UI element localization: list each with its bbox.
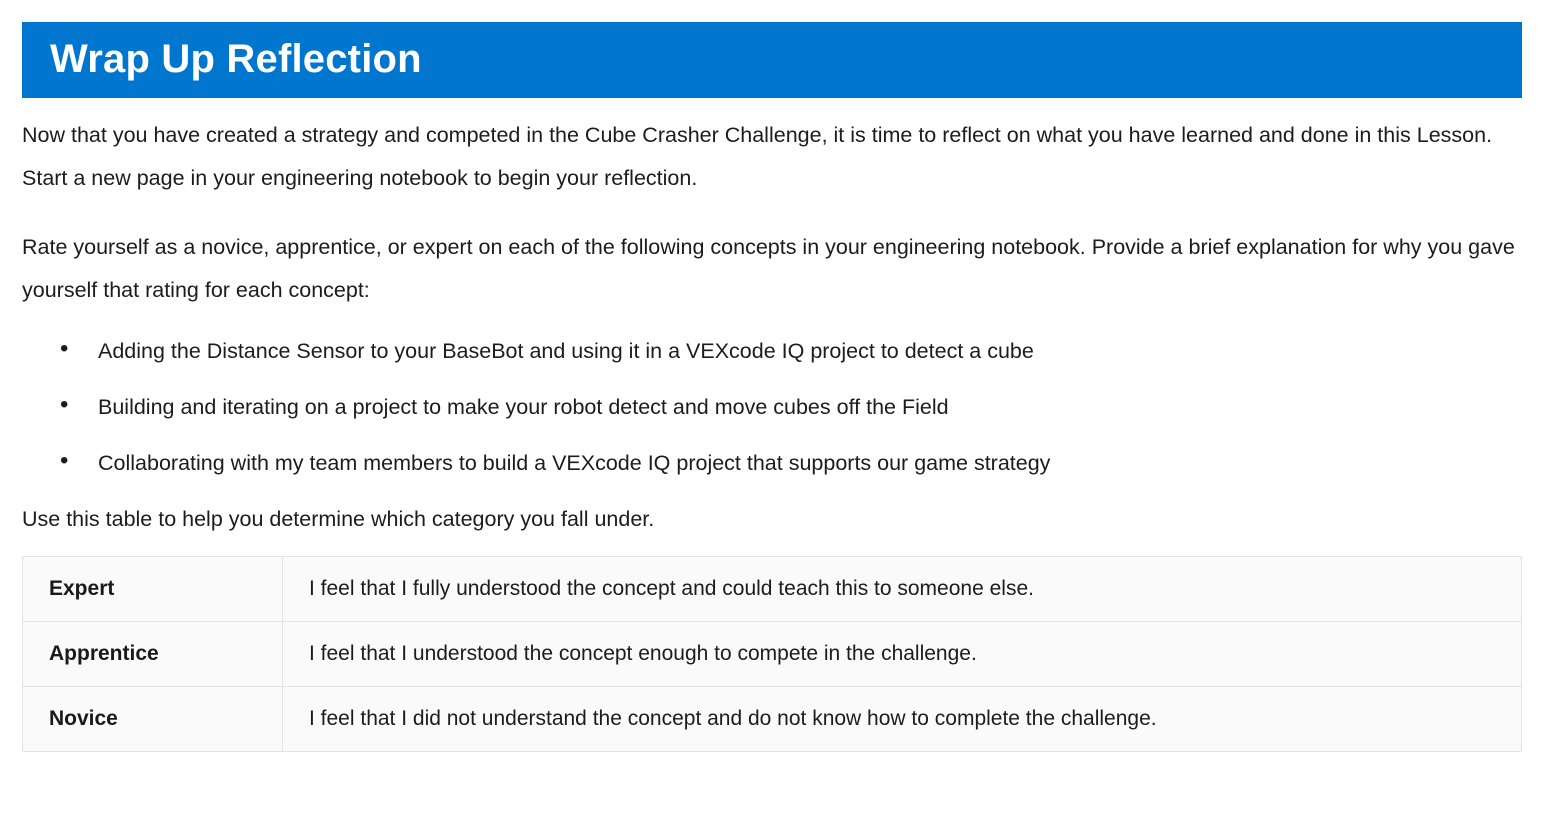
list-item: • Building and iterating on a project to make your robot detect and move cubes off the Field: [60, 392, 1522, 422]
table-lead-in-text: Use this table to help you determine which category you fall under.: [22, 507, 655, 531]
rating-level: Apprentice: [23, 622, 283, 687]
rating-level: Expert: [23, 557, 283, 622]
list-item: • Collaborating with my team members to build a VEXcode IQ project that supports our game strategy: [60, 448, 1522, 478]
concept-list: [22, 336, 1522, 478]
intro-paragraph-2: Rate yourself as a novice, apprentice, or expert on each of the following concepts in your engineering notebook. Provide a brief explanation for why you gave yourself that rating for each concept:: [22, 235, 1515, 302]
rating-level: Novice: [23, 687, 283, 752]
page-header-banner: [22, 22, 1522, 98]
self-rating-table: [22, 556, 1522, 752]
intro-paragraph-1: Now that you have created a strategy and competed in the Cube Crasher Challenge, it is time to reflect on what you have learned and done in this Lesson. Start a new page in your engineering notebook to begin your reflection.: [22, 123, 1493, 190]
table-row: [23, 622, 1522, 687]
page-title: Wrap Up Reflection: [50, 37, 422, 81]
table-row: [23, 687, 1522, 752]
rating-description: I feel that I fully understood the concept and could teach this to someone else.: [283, 557, 1522, 622]
table-row: [23, 557, 1522, 622]
rating-description: I feel that I did not understand the concept and do not know how to complete the challenge.: [283, 687, 1522, 752]
list-item: • Adding the Distance Sensor to your BaseBot and using it in a VEXcode IQ project to detect a cube: [60, 336, 1522, 366]
rating-description: I feel that I understood the concept enough to compete in the challenge.: [283, 622, 1522, 687]
